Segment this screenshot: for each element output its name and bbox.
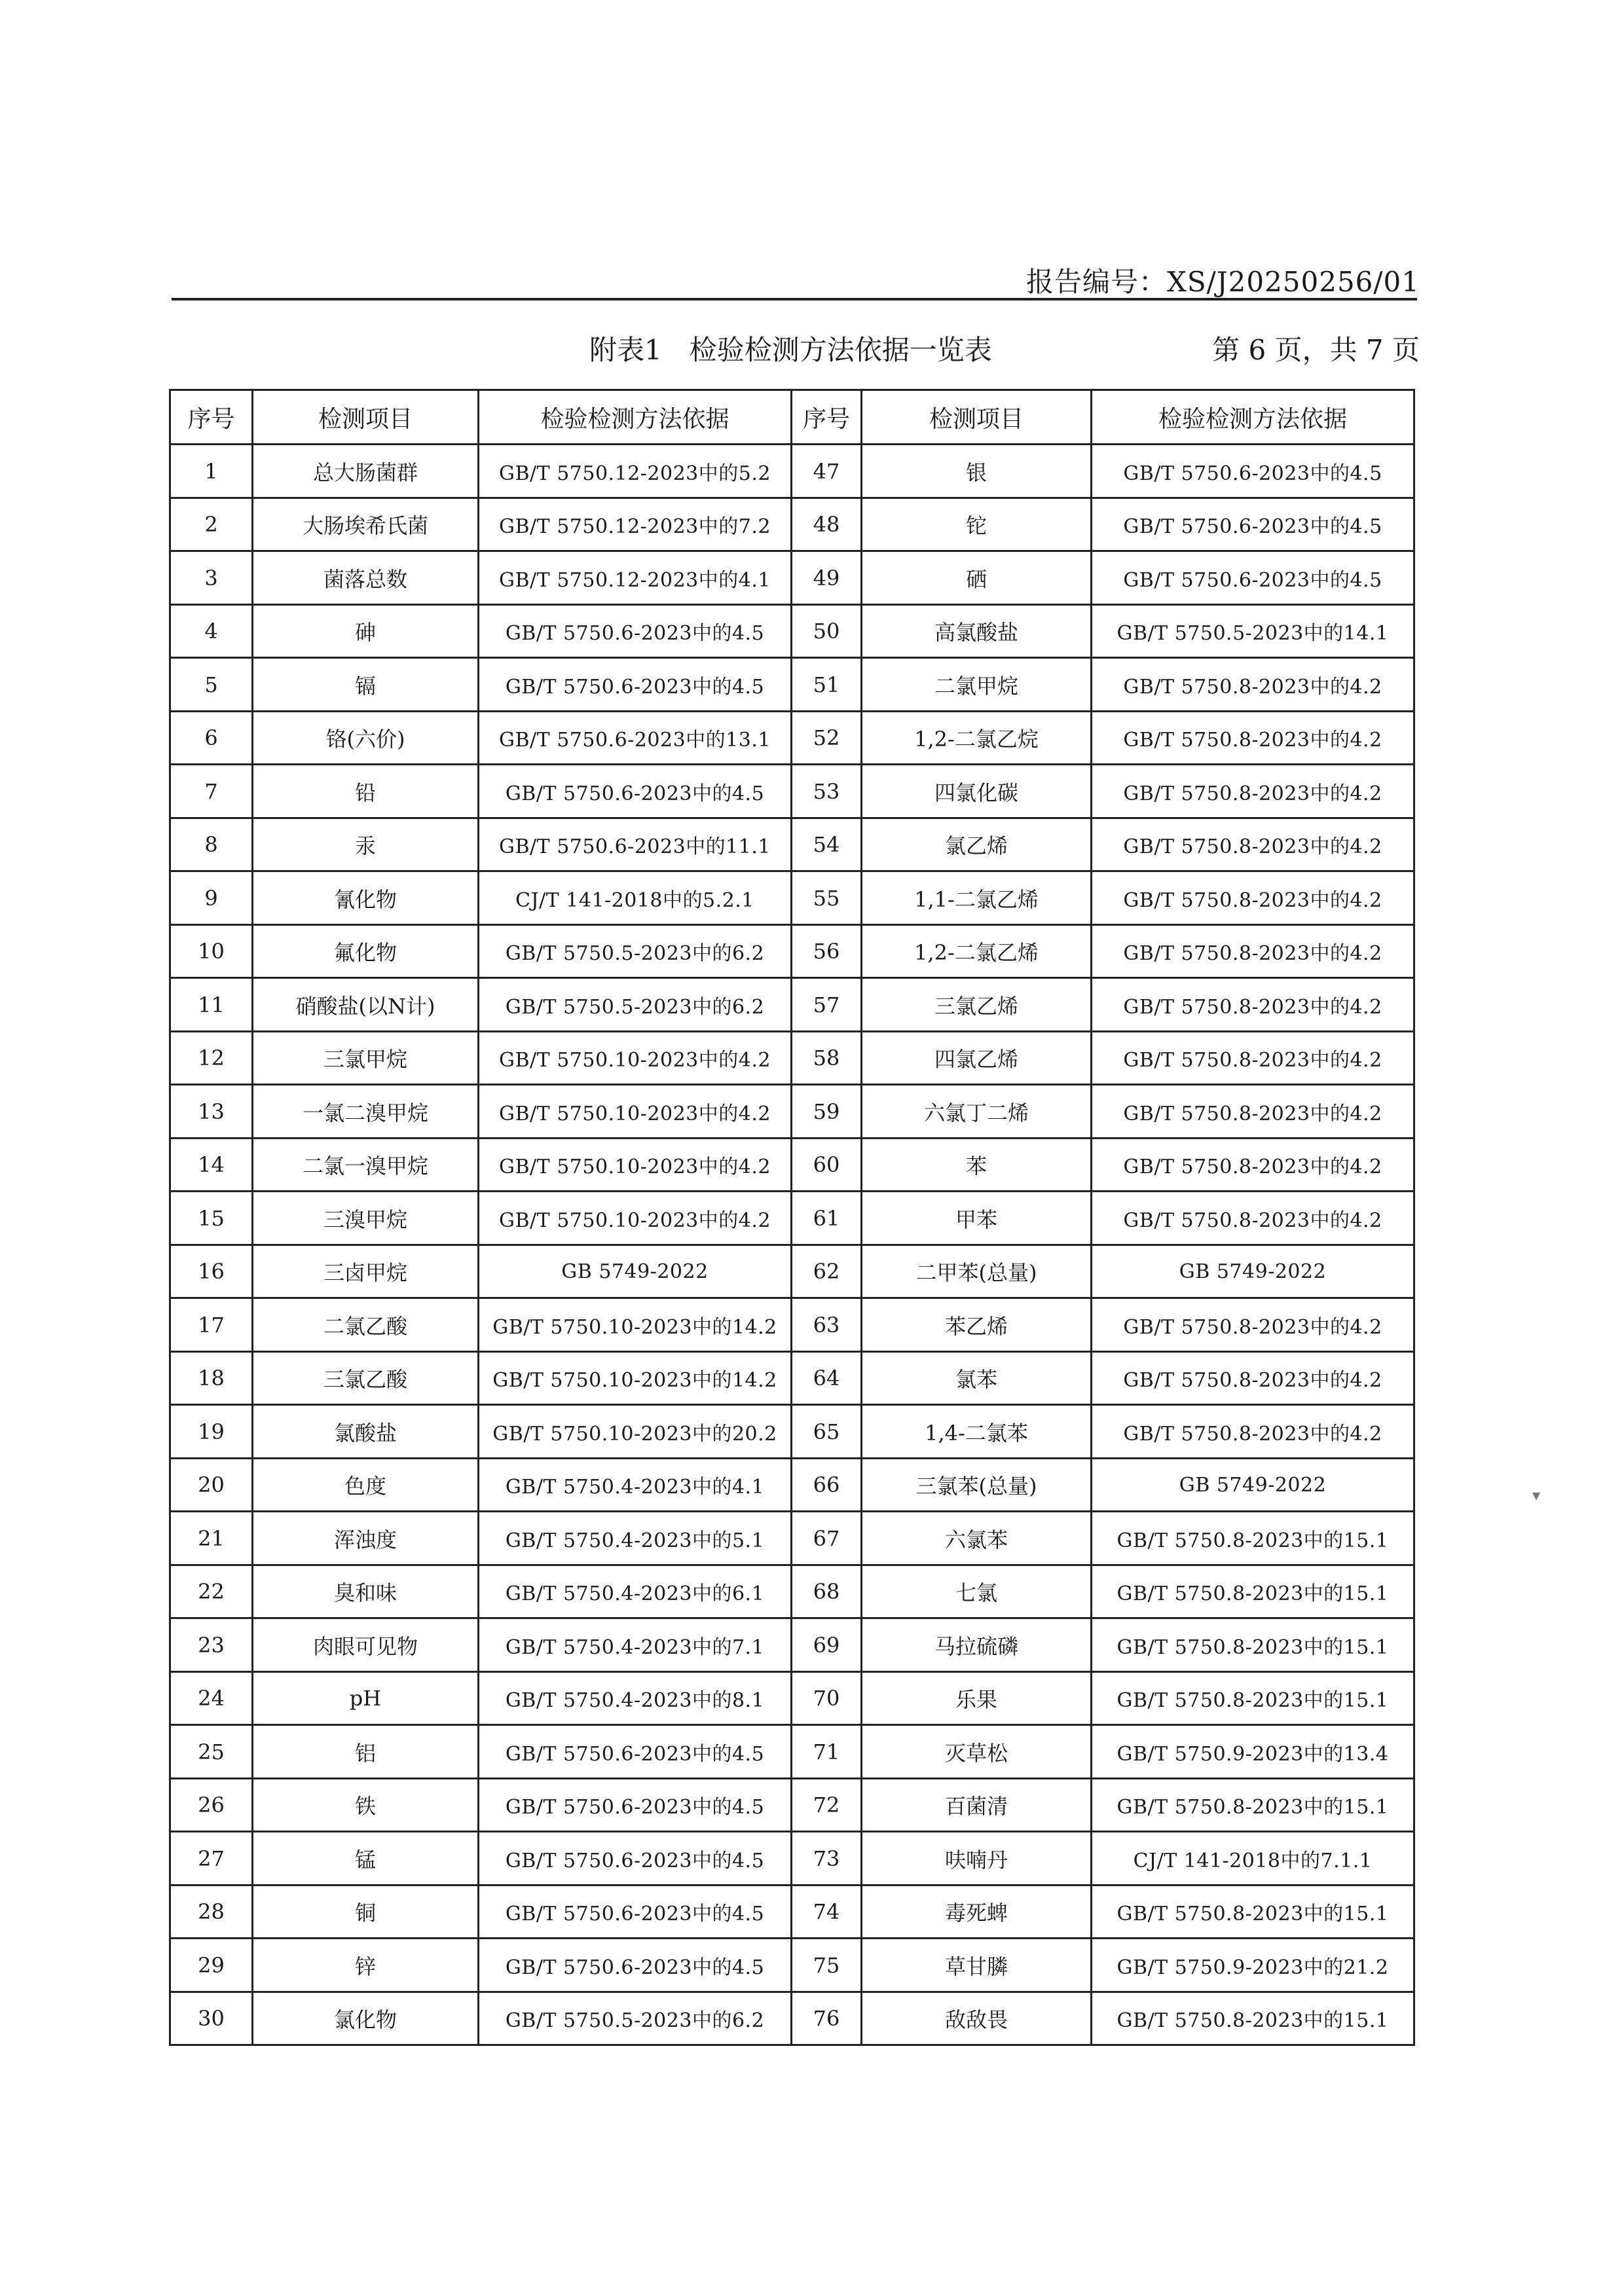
test-method: GB/T 5750.6-2023中的4.5 (1092, 498, 1414, 551)
row-number: 63 (792, 1298, 862, 1352)
test-item: 三溴甲烷 (253, 1192, 479, 1245)
row-number: 27 (170, 1832, 253, 1886)
table-row (170, 925, 1414, 978)
test-method: GB/T 5750.10-2023中的4.2 (479, 1192, 792, 1245)
table-row (170, 1725, 1414, 1779)
table-body (170, 445, 1414, 2045)
table-row (170, 551, 1414, 605)
test-method: GB/T 5750.8-2023中的4.2 (1092, 712, 1414, 765)
row-number: 74 (792, 1886, 862, 1939)
table-row (170, 1085, 1414, 1139)
table-row (170, 1512, 1414, 1565)
test-item: pH (253, 1672, 479, 1725)
test-method: GB/T 5750.4-2023中的6.1 (479, 1565, 792, 1618)
col-header-method-left: 检验检测方法依据 (479, 390, 792, 445)
row-number: 1 (170, 445, 253, 498)
test-item: 三卤甲烷 (253, 1245, 479, 1298)
row-number: 71 (792, 1725, 862, 1779)
row-number: 21 (170, 1512, 253, 1565)
test-item: 毒死蜱 (862, 1886, 1092, 1939)
row-number: 24 (170, 1672, 253, 1725)
test-item: 浑浊度 (253, 1512, 479, 1565)
row-number: 67 (792, 1512, 862, 1565)
test-method: GB/T 5750.6-2023中的4.5 (1092, 551, 1414, 605)
test-method: GB/T 5750.10-2023中的14.2 (479, 1298, 792, 1352)
row-number: 64 (792, 1352, 862, 1405)
test-method: GB 5749-2022 (1092, 1459, 1414, 1512)
table-row (170, 605, 1414, 658)
test-method: GB/T 5750.8-2023中的15.1 (1092, 1565, 1414, 1618)
row-number: 72 (792, 1779, 862, 1832)
test-method: GB/T 5750.8-2023中的15.1 (1092, 1886, 1414, 1939)
test-item: 铝 (253, 1725, 479, 1779)
test-item: 镉 (253, 658, 479, 712)
test-item: 臭和味 (253, 1565, 479, 1618)
test-method: GB/T 5750.5-2023中的6.2 (479, 925, 792, 978)
test-method: GB/T 5750.12-2023中的4.1 (479, 551, 792, 605)
test-method: GB 5749-2022 (1092, 1245, 1414, 1298)
test-item: 砷 (253, 605, 479, 658)
test-method: GB/T 5750.8-2023中的15.1 (1092, 1779, 1414, 1832)
test-item: 一氯二溴甲烷 (253, 1085, 479, 1139)
row-number: 58 (792, 1032, 862, 1085)
test-method: GB/T 5750.10-2023中的4.2 (479, 1139, 792, 1192)
test-method: GB/T 5750.4-2023中的5.1 (479, 1512, 792, 1565)
test-method: GB/T 5750.8-2023中的4.2 (1092, 818, 1414, 871)
test-item: 铅 (253, 765, 479, 818)
table-row (170, 445, 1414, 498)
test-method: GB/T 5750.10-2023中的4.2 (479, 1032, 792, 1085)
table-row (170, 1405, 1414, 1459)
test-item: 1,1-二氯乙烯 (862, 871, 1092, 925)
table-row (170, 818, 1414, 871)
test-method: GB/T 5750.8-2023中的4.2 (1092, 1352, 1414, 1405)
table-row (170, 1672, 1414, 1725)
test-method: GB/T 5750.8-2023中的4.2 (1092, 925, 1414, 978)
table-row (170, 1298, 1414, 1352)
test-item: 氟化物 (253, 925, 479, 978)
row-number: 73 (792, 1832, 862, 1886)
row-number: 53 (792, 765, 862, 818)
test-method: GB/T 5750.5-2023中的6.2 (479, 978, 792, 1032)
row-number: 55 (792, 871, 862, 925)
page-indicator: 第 6 页，共 7 页 (1212, 334, 1420, 366)
test-item: 呋喃丹 (862, 1832, 1092, 1886)
test-method: GB/T 5750.8-2023中的4.2 (1092, 1192, 1414, 1245)
test-method: GB/T 5750.8-2023中的4.2 (1092, 1139, 1414, 1192)
test-item: 铜 (253, 1886, 479, 1939)
test-item: 肉眼可见物 (253, 1618, 479, 1672)
row-number: 11 (170, 978, 253, 1032)
row-number: 68 (792, 1565, 862, 1618)
row-number: 17 (170, 1298, 253, 1352)
test-item: 1,2-二氯乙烯 (862, 925, 1092, 978)
test-method: GB 5749-2022 (479, 1245, 792, 1298)
table-row (170, 765, 1414, 818)
row-number: 57 (792, 978, 862, 1032)
test-item: 四氯化碳 (862, 765, 1092, 818)
scan-mark: ▾ (1532, 1486, 1541, 1504)
row-number: 12 (170, 1032, 253, 1085)
test-method: GB/T 5750.4-2023中的4.1 (479, 1459, 792, 1512)
test-item: 三氯苯(总量) (862, 1459, 1092, 1512)
row-number: 49 (792, 551, 862, 605)
table-row (170, 978, 1414, 1032)
row-number: 62 (792, 1245, 862, 1298)
row-number: 30 (170, 1992, 253, 2045)
row-number: 52 (792, 712, 862, 765)
test-item: 色度 (253, 1459, 479, 1512)
test-item: 锌 (253, 1939, 479, 1992)
report-number: 报告编号：XS/J20250256/01 (1025, 266, 1420, 298)
table-row (170, 498, 1414, 551)
table-row (170, 1352, 1414, 1405)
test-item: 三氯甲烷 (253, 1032, 479, 1085)
test-item: 乐果 (862, 1672, 1092, 1725)
row-number: 69 (792, 1618, 862, 1672)
test-method: GB/T 5750.6-2023中的4.5 (1092, 445, 1414, 498)
test-item: 氯乙烯 (862, 818, 1092, 871)
table-row (170, 1992, 1414, 2045)
test-method: GB/T 5750.6-2023中的4.5 (479, 1725, 792, 1779)
row-number: 25 (170, 1725, 253, 1779)
table-row (170, 1032, 1414, 1085)
table-row (170, 712, 1414, 765)
test-item: 敌敌畏 (862, 1992, 1092, 2045)
test-item: 氯化物 (253, 1992, 479, 2045)
table-row (170, 1459, 1414, 1512)
test-item: 氯酸盐 (253, 1405, 479, 1459)
test-item: 苯乙烯 (862, 1298, 1092, 1352)
test-method: GB/T 5750.12-2023中的7.2 (479, 498, 792, 551)
header-divider (172, 298, 1417, 301)
row-number: 6 (170, 712, 253, 765)
row-number: 66 (792, 1459, 862, 1512)
test-item: 甲苯 (862, 1192, 1092, 1245)
row-number: 65 (792, 1405, 862, 1459)
test-item: 1,4-二氯苯 (862, 1405, 1092, 1459)
table-row (170, 1939, 1414, 1992)
test-item: 二氯乙酸 (253, 1298, 479, 1352)
test-item: 铬(六价) (253, 712, 479, 765)
row-number: 3 (170, 551, 253, 605)
test-item: 高氯酸盐 (862, 605, 1092, 658)
row-number: 13 (170, 1085, 253, 1139)
test-method: GB/T 5750.8-2023中的4.2 (1092, 1298, 1414, 1352)
test-method: GB/T 5750.8-2023中的15.1 (1092, 1512, 1414, 1565)
test-method: GB/T 5750.6-2023中的4.5 (479, 1886, 792, 1939)
test-method: GB/T 5750.10-2023中的20.2 (479, 1405, 792, 1459)
test-item: 1,2-二氯乙烷 (862, 712, 1092, 765)
test-item: 硒 (862, 551, 1092, 605)
test-method: GB/T 5750.5-2023中的6.2 (479, 1992, 792, 2045)
test-item: 三氯乙烯 (862, 978, 1092, 1032)
test-item: 灭草松 (862, 1725, 1092, 1779)
row-number: 56 (792, 925, 862, 978)
table-row (170, 1886, 1414, 1939)
test-item: 二氯一溴甲烷 (253, 1139, 479, 1192)
test-method: GB/T 5750.6-2023中的13.1 (479, 712, 792, 765)
row-number: 26 (170, 1779, 253, 1832)
row-number: 76 (792, 1992, 862, 2045)
test-method: GB/T 5750.4-2023中的8.1 (479, 1672, 792, 1725)
row-number: 7 (170, 765, 253, 818)
col-header-method-right: 检验检测方法依据 (1092, 390, 1414, 445)
test-method: GB/T 5750.8-2023中的4.2 (1092, 1032, 1414, 1085)
test-item: 百菌清 (862, 1779, 1092, 1832)
row-number: 47 (792, 445, 862, 498)
test-method: GB/T 5750.5-2023中的14.1 (1092, 605, 1414, 658)
test-item: 总大肠菌群 (253, 445, 479, 498)
row-number: 50 (792, 605, 862, 658)
row-number: 20 (170, 1459, 253, 1512)
row-number: 29 (170, 1939, 253, 1992)
test-item: 氰化物 (253, 871, 479, 925)
test-method: GB/T 5750.8-2023中的4.2 (1092, 765, 1414, 818)
test-method: GB/T 5750.9-2023中的21.2 (1092, 1939, 1414, 1992)
row-number: 15 (170, 1192, 253, 1245)
test-method: GB/T 5750.6-2023中的4.5 (479, 605, 792, 658)
test-method: GB/T 5750.8-2023中的15.1 (1092, 1672, 1414, 1725)
row-number: 18 (170, 1352, 253, 1405)
test-item: 苯 (862, 1139, 1092, 1192)
test-method: GB/T 5750.6-2023中的4.5 (479, 1779, 792, 1832)
test-item: 硝酸盐(以N计) (253, 978, 479, 1032)
test-method: GB/T 5750.10-2023中的4.2 (479, 1085, 792, 1139)
table-title: 附表1 检验检测方法依据一览表 (589, 334, 992, 366)
table-row (170, 1565, 1414, 1618)
test-method: GB/T 5750.6-2023中的11.1 (479, 818, 792, 871)
row-number: 54 (792, 818, 862, 871)
row-number: 19 (170, 1405, 253, 1459)
test-item: 六氯苯 (862, 1512, 1092, 1565)
row-number: 2 (170, 498, 253, 551)
test-method: GB/T 5750.9-2023中的13.4 (1092, 1725, 1414, 1779)
test-item: 锰 (253, 1832, 479, 1886)
table-row (170, 1618, 1414, 1672)
row-number: 28 (170, 1886, 253, 1939)
row-number: 23 (170, 1618, 253, 1672)
test-item: 大肠埃希氏菌 (253, 498, 479, 551)
row-number: 14 (170, 1139, 253, 1192)
row-number: 9 (170, 871, 253, 925)
table-row (170, 1779, 1414, 1832)
col-header-no-right: 序号 (792, 390, 862, 445)
test-method: GB/T 5750.6-2023中的4.5 (479, 658, 792, 712)
row-number: 70 (792, 1672, 862, 1725)
row-number: 4 (170, 605, 253, 658)
col-header-no-left: 序号 (170, 390, 253, 445)
table-row (170, 1245, 1414, 1298)
test-item: 七氯 (862, 1565, 1092, 1618)
col-header-item-left: 检测项目 (253, 390, 479, 445)
test-item: 铁 (253, 1779, 479, 1832)
test-method: GB/T 5750.8-2023中的4.2 (1092, 658, 1414, 712)
test-method: GB/T 5750.6-2023中的4.5 (479, 1939, 792, 1992)
row-number: 10 (170, 925, 253, 978)
row-number: 51 (792, 658, 862, 712)
test-item: 二氯甲烷 (862, 658, 1092, 712)
test-method: GB/T 5750.4-2023中的7.1 (479, 1618, 792, 1672)
test-method: GB/T 5750.8-2023中的4.2 (1092, 978, 1414, 1032)
row-number: 75 (792, 1939, 862, 1992)
row-number: 8 (170, 818, 253, 871)
table-header-row (170, 390, 1414, 445)
test-method: CJ/T 141-2018中的5.2.1 (479, 871, 792, 925)
row-number: 48 (792, 498, 862, 551)
methods-table (169, 389, 1415, 2046)
test-method: GB/T 5750.8-2023中的4.2 (1092, 1085, 1414, 1139)
test-method: GB/T 5750.6-2023中的4.5 (479, 1832, 792, 1886)
col-header-item-right: 检测项目 (862, 390, 1092, 445)
test-item: 汞 (253, 818, 479, 871)
test-item: 马拉硫磷 (862, 1618, 1092, 1672)
test-method: GB/T 5750.8-2023中的4.2 (1092, 1405, 1414, 1459)
table-row (170, 1832, 1414, 1886)
test-method: GB/T 5750.8-2023中的4.2 (1092, 871, 1414, 925)
test-method: GB/T 5750.8-2023中的15.1 (1092, 1618, 1414, 1672)
test-method: GB/T 5750.6-2023中的4.5 (479, 765, 792, 818)
table-row (170, 871, 1414, 925)
row-number: 16 (170, 1245, 253, 1298)
test-method: GB/T 5750.12-2023中的5.2 (479, 445, 792, 498)
test-item: 菌落总数 (253, 551, 479, 605)
row-number: 22 (170, 1565, 253, 1618)
row-number: 61 (792, 1192, 862, 1245)
test-item: 铊 (862, 498, 1092, 551)
test-item: 氯苯 (862, 1352, 1092, 1405)
test-method: CJ/T 141-2018中的7.1.1 (1092, 1832, 1414, 1886)
row-number: 59 (792, 1085, 862, 1139)
row-number: 60 (792, 1139, 862, 1192)
table-row (170, 1139, 1414, 1192)
table-row (170, 658, 1414, 712)
test-item: 银 (862, 445, 1092, 498)
table-row (170, 1192, 1414, 1245)
test-item: 四氯乙烯 (862, 1032, 1092, 1085)
test-item: 六氯丁二烯 (862, 1085, 1092, 1139)
test-item: 三氯乙酸 (253, 1352, 479, 1405)
test-method: GB/T 5750.10-2023中的14.2 (479, 1352, 792, 1405)
test-method: GB/T 5750.8-2023中的15.1 (1092, 1992, 1414, 2045)
test-item: 草甘膦 (862, 1939, 1092, 1992)
test-item: 二甲苯(总量) (862, 1245, 1092, 1298)
row-number: 5 (170, 658, 253, 712)
